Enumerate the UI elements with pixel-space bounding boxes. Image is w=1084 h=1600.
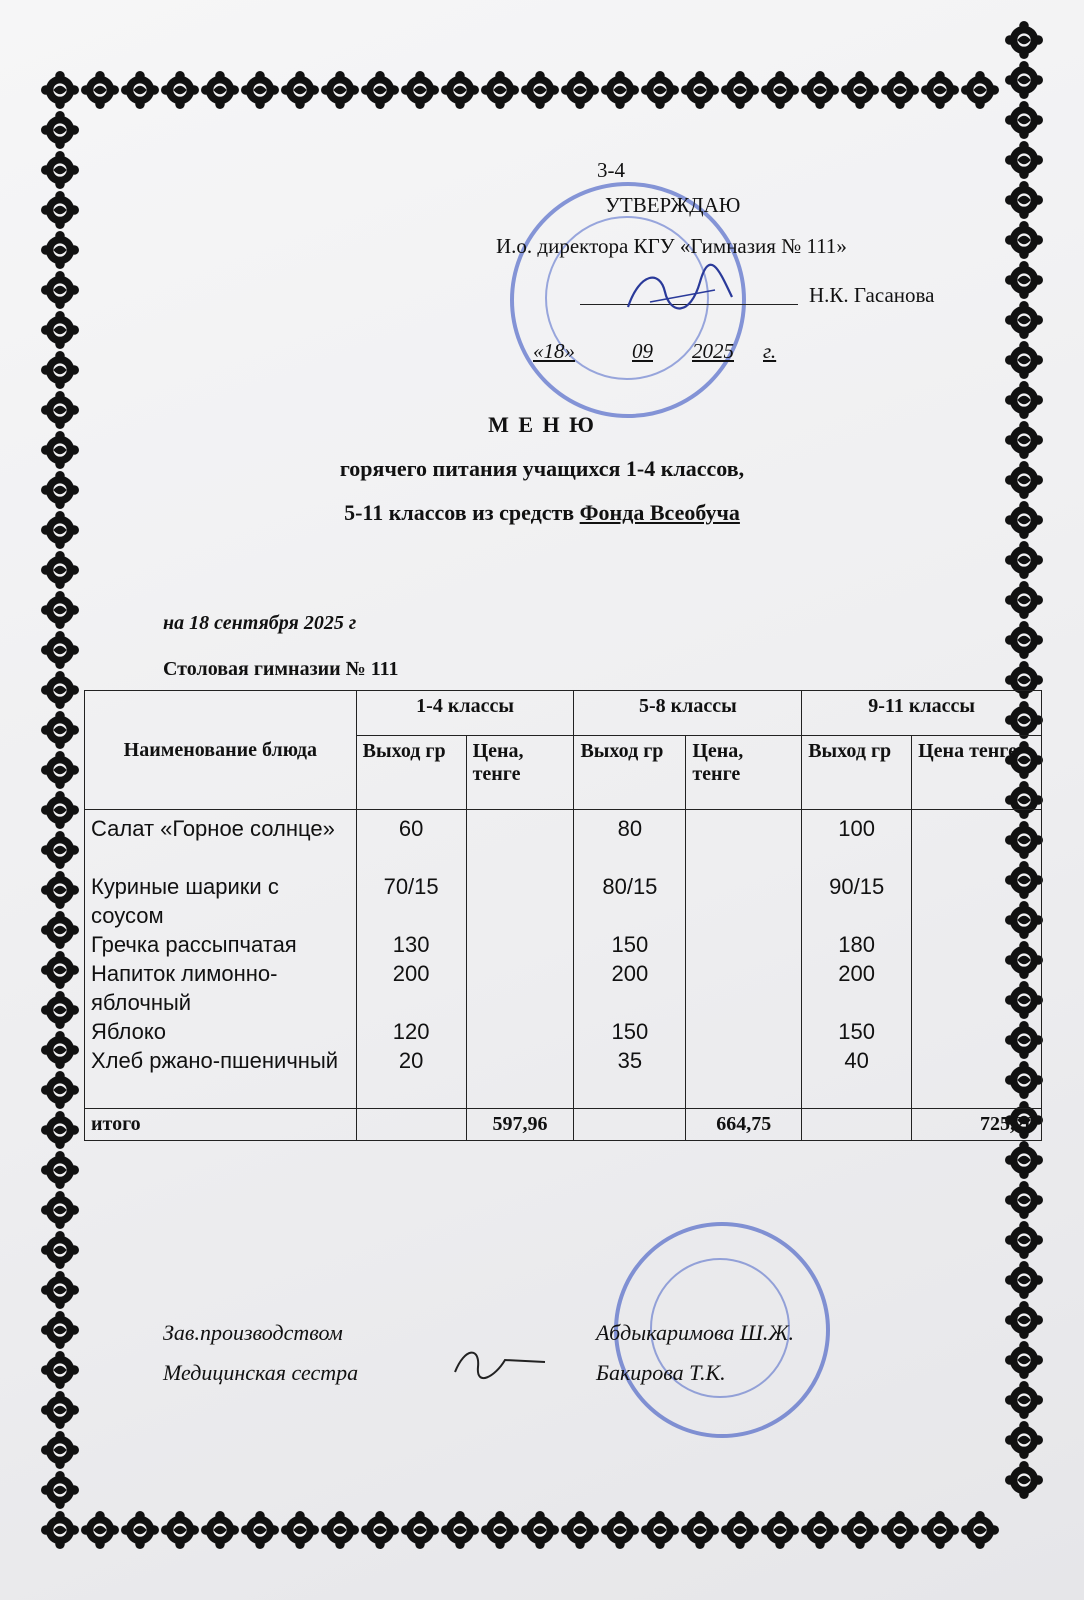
flower-ornament-icon <box>160 1510 200 1550</box>
flower-ornament-icon <box>440 1510 480 1550</box>
yield-value: 100 <box>838 816 876 841</box>
flower-ornament-icon <box>40 910 80 950</box>
flower-ornament-icon <box>680 1510 720 1550</box>
flower-ornament-icon <box>1004 220 1044 260</box>
flower-ornament-icon <box>520 70 560 110</box>
flower-ornament-icon <box>320 1510 360 1550</box>
yield-value: 70/15 <box>383 874 439 899</box>
flower-ornament-icon <box>360 1510 400 1550</box>
approval-date-day: «18» <box>533 339 575 363</box>
flower-ornament-icon <box>440 70 480 110</box>
yield-value: 200 <box>392 961 430 986</box>
flower-ornament-icon <box>1004 340 1044 380</box>
flower-ornament-icon <box>400 1510 440 1550</box>
flower-ornament-icon <box>40 950 80 990</box>
flower-ornament-icon <box>560 70 600 110</box>
flower-ornament-icon <box>40 1390 80 1430</box>
menu-date: на 18 сентября 2025 г <box>163 612 357 634</box>
flower-ornament-icon <box>40 830 80 870</box>
fund-name: Фонда Всеобуча <box>579 500 740 525</box>
header-group-5-8: 5-8 классы <box>574 691 802 736</box>
flower-ornament-icon <box>880 1510 920 1550</box>
nurse-signature <box>450 1342 550 1382</box>
flower-ornament-icon <box>80 70 120 110</box>
flower-ornament-icon <box>40 750 80 790</box>
role-nurse: Медицинская сестра <box>163 1360 359 1385</box>
flower-ornament-icon <box>40 990 80 1030</box>
flower-ornament-icon <box>760 1510 800 1550</box>
flower-ornament-icon <box>40 110 80 150</box>
total-price-5-8: 664,75 <box>686 1109 802 1141</box>
flower-ornament-icon <box>920 1510 960 1550</box>
header-price-2: Цена, тенге <box>686 736 802 810</box>
flower-ornament-icon <box>1004 1180 1044 1220</box>
director-signature <box>620 262 740 322</box>
menu-subtitle-line2 <box>0 500 1084 526</box>
flower-ornament-icon <box>960 70 1000 110</box>
flower-ornament-icon <box>40 1430 80 1470</box>
flower-ornament-icon <box>40 550 80 590</box>
flower-ornament-icon <box>1004 100 1044 140</box>
total-price-9-11: 725,20 <box>912 1109 1042 1141</box>
flower-ornament-icon <box>120 70 160 110</box>
total-empty-1 <box>356 1109 466 1141</box>
flower-ornament-icon <box>120 1510 160 1550</box>
flower-ornament-icon <box>680 70 720 110</box>
flower-ornament-icon <box>40 350 80 390</box>
flower-ornament-icon <box>280 70 320 110</box>
approval-date-year: 2025 <box>692 339 734 363</box>
total-label: итого <box>85 1109 357 1141</box>
yield-value: 80/15 <box>602 874 658 899</box>
flower-ornament-icon <box>560 1510 600 1550</box>
flower-ornament-icon <box>40 1150 80 1190</box>
ornament-border-bottom <box>40 1510 1000 1550</box>
flower-ornament-icon <box>1004 1220 1044 1260</box>
dish-name: Гречка рассыпчатая <box>91 932 297 957</box>
flower-ornament-icon <box>1004 140 1044 180</box>
flower-ornament-icon <box>1004 60 1044 100</box>
yield-cell-1-4 <box>356 810 466 1109</box>
menu-title: М Е Н Ю <box>488 412 596 437</box>
flower-ornament-icon <box>40 270 80 310</box>
flower-ornament-icon <box>600 70 640 110</box>
flower-ornament-icon <box>880 70 920 110</box>
flower-ornament-icon <box>200 70 240 110</box>
yield-value: 200 <box>838 961 876 986</box>
dish-name: Куриные шарики с соусом <box>91 874 279 928</box>
header-yield-1: Выход гр <box>356 736 466 810</box>
flower-ornament-icon <box>840 1510 880 1550</box>
flower-ornament-icon <box>800 1510 840 1550</box>
header-dish: Наименование блюда <box>85 691 357 810</box>
header-price-3: Цена тенге <box>912 736 1042 810</box>
document-code: 3-4 <box>597 158 625 182</box>
approval-date-suffix: г. <box>763 339 777 363</box>
menu-table <box>84 690 1042 1141</box>
flower-ornament-icon <box>40 870 80 910</box>
flower-ornament-icon <box>1004 1300 1044 1340</box>
name-production-head: Абдыкаримова Ш.Ж. <box>596 1320 794 1345</box>
flower-ornament-icon <box>40 1190 80 1230</box>
flower-ornament-icon <box>920 70 960 110</box>
flower-ornament-icon <box>400 70 440 110</box>
flower-ornament-icon <box>40 670 80 710</box>
flower-ornament-icon <box>280 1510 320 1550</box>
yield-value: 130 <box>392 932 430 957</box>
flower-ornament-icon <box>40 1470 80 1510</box>
flower-ornament-icon <box>240 1510 280 1550</box>
table-row-total <box>85 1109 1042 1141</box>
total-price-1-4: 597,96 <box>466 1109 574 1141</box>
flower-ornament-icon <box>160 70 200 110</box>
yield-value: 60 <box>398 816 424 841</box>
flower-ornament-icon <box>1004 1380 1044 1420</box>
flower-ornament-icon <box>1004 580 1044 620</box>
flower-ornament-icon <box>480 70 520 110</box>
flower-ornament-icon <box>40 1110 80 1150</box>
flower-ornament-icon <box>720 1510 760 1550</box>
flower-ornament-icon <box>40 1310 80 1350</box>
flower-ornament-icon <box>760 70 800 110</box>
flower-ornament-icon <box>40 190 80 230</box>
flower-ornament-icon <box>800 70 840 110</box>
flower-ornament-icon <box>40 590 80 630</box>
role-production-head: Зав.производством <box>163 1320 343 1345</box>
flower-ornament-icon <box>40 1350 80 1390</box>
flower-ornament-icon <box>640 70 680 110</box>
flower-ornament-icon <box>840 70 880 110</box>
flower-ornament-icon <box>1004 20 1044 60</box>
table-header-row <box>85 691 1042 736</box>
menu-subtitle-line1: горячего питания учащихся 1-4 классов, <box>339 456 745 481</box>
yield-value: 120 <box>392 1019 430 1044</box>
yield-value: 80 <box>617 816 643 841</box>
flower-ornament-icon <box>1004 1260 1044 1300</box>
flower-ornament-icon <box>40 710 80 750</box>
flower-ornament-icon <box>40 1270 80 1310</box>
director-position: И.о. директора КГУ «Гимназия № 111» <box>496 234 847 258</box>
flower-ornament-icon <box>200 1510 240 1550</box>
menu-subtitle-line2-prefix: 5-11 классов из средств <box>344 500 580 525</box>
name-nurse: Бакирова Т.К. <box>596 1360 726 1385</box>
dish-name: Яблоко <box>91 1019 166 1044</box>
flower-ornament-icon <box>40 1030 80 1070</box>
approval-date-month: 09 <box>632 339 653 363</box>
flower-ornament-icon <box>40 630 80 670</box>
yield-value: 90/15 <box>829 874 885 899</box>
table-row-dishes <box>85 810 1042 1109</box>
header-yield-3: Выход гр <box>802 736 912 810</box>
header-group-1-4: 1-4 классы <box>356 691 574 736</box>
yield-value: 40 <box>844 1048 869 1073</box>
flower-ornament-icon <box>1004 1140 1044 1180</box>
flower-ornament-icon <box>960 1510 1000 1550</box>
ornament-border-left <box>40 110 80 1510</box>
yield-value: 20 <box>398 1048 424 1073</box>
flower-ornament-icon <box>480 1510 520 1550</box>
yield-value: 180 <box>838 932 876 957</box>
yield-value: 35 <box>617 1048 643 1073</box>
flower-ornament-icon <box>40 150 80 190</box>
price-cell-9-11 <box>912 810 1042 1109</box>
yield-value: 150 <box>611 932 649 957</box>
yield-value: 150 <box>838 1019 876 1044</box>
dish-name: Салат «Горное солнце» <box>91 816 335 841</box>
yield-cell-9-11 <box>802 810 912 1109</box>
flower-ornament-icon <box>240 70 280 110</box>
approve-label: УТВЕРЖДАЮ <box>605 193 741 217</box>
total-empty-3 <box>802 1109 912 1141</box>
flower-ornament-icon <box>1004 180 1044 220</box>
flower-ornament-icon <box>600 1510 640 1550</box>
flower-ornament-icon <box>320 70 360 110</box>
flower-ornament-icon <box>40 1070 80 1110</box>
flower-ornament-icon <box>1004 540 1044 580</box>
canteen-name: Столовая гимназии № 111 <box>163 658 399 680</box>
yield-value: 150 <box>611 1019 649 1044</box>
flower-ornament-icon <box>1004 620 1044 660</box>
flower-ornament-icon <box>520 1510 560 1550</box>
price-cell-1-4 <box>466 810 574 1109</box>
flower-ornament-icon <box>720 70 760 110</box>
flower-ornament-icon <box>40 790 80 830</box>
header-price-1: Цена, тенге <box>466 736 574 810</box>
flower-ornament-icon <box>1004 1340 1044 1380</box>
header-group-9-11: 9-11 классы <box>802 691 1042 736</box>
flower-ornament-icon <box>1004 1460 1044 1500</box>
director-name: Н.К. Гасанова <box>809 283 935 307</box>
dish-list-cell <box>85 810 357 1109</box>
header-yield-2: Выход гр <box>574 736 686 810</box>
flower-ornament-icon <box>640 1510 680 1550</box>
flower-ornament-icon <box>1004 260 1044 300</box>
flower-ornament-icon <box>40 70 80 110</box>
price-cell-5-8 <box>686 810 802 1109</box>
flower-ornament-icon <box>40 230 80 270</box>
flower-ornament-icon <box>360 70 400 110</box>
flower-ornament-icon <box>40 1510 80 1550</box>
ornament-border-top <box>40 70 1000 110</box>
flower-ornament-icon <box>40 1230 80 1270</box>
flower-ornament-icon <box>80 1510 120 1550</box>
dish-name: Напиток лимонно-яблочный <box>91 961 278 1015</box>
flower-ornament-icon <box>1004 1420 1044 1460</box>
total-empty-2 <box>574 1109 686 1141</box>
yield-value: 200 <box>611 961 649 986</box>
flower-ornament-icon <box>1004 300 1044 340</box>
yield-cell-5-8 <box>574 810 686 1109</box>
flower-ornament-icon <box>40 310 80 350</box>
dish-name: Хлеб ржано-пшеничный <box>91 1048 339 1073</box>
